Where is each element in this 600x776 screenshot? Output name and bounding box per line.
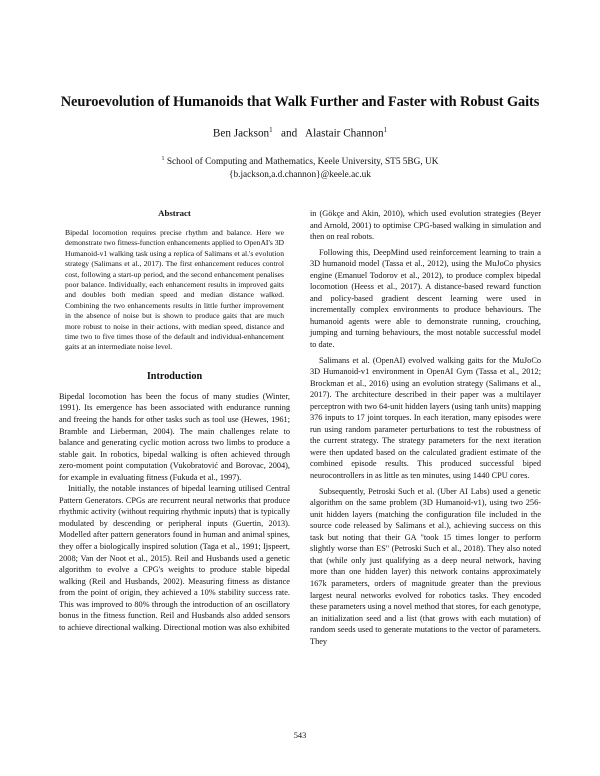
author-name: Alastair Channon (304, 127, 384, 140)
affiliation-mark: 1 (383, 126, 388, 134)
right-column (310, 208, 541, 647)
affiliation-mark: 1 (161, 156, 165, 162)
author-name: Ben Jackson (212, 127, 270, 140)
section-heading-introduction: Introduction (146, 370, 203, 382)
affiliation-mark: 1 (269, 126, 273, 134)
body-paragraph: Initially, the notable instances of bipedal learning utilised Central Pattern Generators. CPGs are recurrent neural networks that produce rhythmic activity (without requiring rhythmic inputs) that is typically modulated by descending or peripheral inputs (Guertin, 2013). Modelled after pattern generators found in human and animal spines, they offer a biologically inspired solution (Taga et al., 1991; Ijspeert, 2008; Van der Noot et al., 2015). Reil and Husbands used a genetic algorithm to evolve a CPG's weights to produce stable bipedal walking (Reil and Husbands, 2002). Measuring fitness as distance from the point of origin, they achieved a 10% stability success rate. This was improved to 80% through the introduction of an oscillatory bonus in the fitness function. Reil and Husbands also added sensors to achieve directional walking. Directional motion was also exhibited (59, 484, 290, 632)
abstract-heading: Abstract (158, 208, 191, 218)
author-line (0, 126, 600, 140)
paper-title: Neuroevolution of Humanoids that Walk Further and Faster with Robust Gaits (60, 94, 540, 110)
page-number: 543 (293, 731, 307, 740)
affiliation-line (0, 153, 600, 169)
affiliation-text: School of Computing and Mathematics, Keele University, ST5 5BG, UK (166, 157, 439, 168)
body-paragraph: in (Gökçe and Akin, 2010), which used evolution strategies (Beyer and Arnold, 2001) to optimise CPG-based walking in simulation and then on real robots. (310, 209, 541, 242)
author-emails: {b.jackson,a.d.channon}@keele.ac.uk (229, 170, 371, 181)
affiliation-block (0, 153, 600, 182)
author-conjunction: and (281, 127, 298, 140)
body-paragraph: Salimans et al. (OpenAI) evolved walking gaits for the MuJoCo 3D Humanoid-v1 environment in OpenAI Gym (Tassa et al., 2012; Brockman et al., 2016) using an evolution strategy (Salimans et al., 2017). The architecture described in their paper was a multilayer perceptron with two 64-unit hidden layers (using tanh units) mapping 376 inputs to 17 joint torques. In each iteration, many episodes were run using random parameter perturbations to test the robustness of the current strategy. The strategy parameters for the next iteration were then updated based on the calculated gradient estimate of the combined episode results. This produced successful biped neurocontrollers in as little as ten minutes, using 1440 CPU cores. (310, 355, 541, 481)
abstract-text: Bipedal locomotion requires precise rhythm and balance. Here we demonstrate two fitness-function enhancements applied to OpenAI's 3D Humanoid-v1 walking task using a replica of Salimans et al.'s evolution strategy (Salimans et al., 2017). The first enhancement reduces control cost, following a start-up period, and the second enhancement penalises poor balance. Individually, each enhancement results in improved gaits and doubles both median speed and median distance walked. Combining the two enhancements results in little further improvement in the absence of noise but is shown to produce gaits that are much more robust to noise in their actions, with median speed, distance and time two to five times those of the default and individual-enhancement gaits at an intermediate noise level. (65, 228, 284, 352)
body-paragraph: Subsequently, Petroski Such et al. (Uber AI Labs) used a genetic algorithm on the same problem (3D Humanoid-v1), using two 256-unit hidden layers (matching the configuration file included in the source code released by Salimans et al.), achieving success on this task but noting that their GA "took 15 times longer to perform slightly worse than ES" (Petroski Such et al., 2018). They also noted that (while only just qualifying as a deep neural network, having more than one hidden layer) this network contains approximately 167k parameters, orders of magnitude greater than the previous largest neural networks evolved for robotics tasks. They encoded these parameters using a novel method that stores, for each genotype, an initialization seed and a list (that grows with each mutation) of random seeds used to generate mutations to the vector of parameters. They (310, 486, 541, 646)
body-paragraph: Following this, DeepMind used reinforcement learning to train a 3D humanoid model (Tassa et al., 2012), using the MuJoCo physics engine (Emanuel Todorov et al., 2012), to produce complex bipedal locomotion (Heess et al., 2017). A distance-based reward function and policy-based gradient descent learning were used in incrementally complex environments to produce behaviours. The humanoid agents were able to demonstrate running, crouching, jumping and turning behaviours, the most notable successful model to date. (310, 247, 541, 350)
body-paragraph: Bipedal locomotion has been the focus of many studies (Winter, 1991). Its emergence has been associated with endurance running and freeing the hands for other tasks such as tool use (Hewes, 1961; Bramble and Lieberman, 2004). The main challenges relate to balance and generating cyclic motion across two limbs to produce a stable gait. In robotics, bipedal walking is often achieved through zero-moment point computation (Vukobratović and Borovac, 2004), for example in evaluating fitness (Fukuda et al., 1997). (59, 391, 290, 482)
left-column (59, 208, 290, 633)
